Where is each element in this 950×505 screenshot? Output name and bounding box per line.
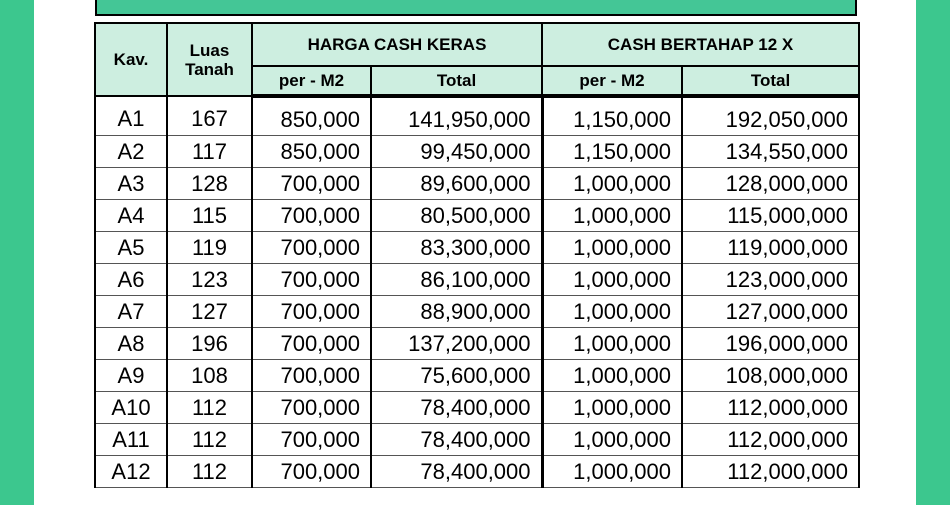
header-luas-tanah: Luas Tanah: [167, 23, 252, 96]
cell-bertahap-per-m2: 1,000,000: [542, 424, 682, 456]
cell-keras-per-m2: 700,000: [252, 424, 371, 456]
cell-keras-per-m2: 700,000: [252, 232, 371, 264]
cell-bertahap-per-m2: 1,000,000: [542, 456, 682, 488]
cell-keras-total: 78,400,000: [371, 392, 542, 424]
cell-luas-tanah: 127: [167, 296, 252, 328]
cell-keras-total: 83,300,000: [371, 232, 542, 264]
cell-keras-total: 80,500,000: [371, 200, 542, 232]
price-table-body: [95, 96, 859, 488]
cell-keras-per-m2: 700,000: [252, 168, 371, 200]
cell-keras-total: 137,200,000: [371, 328, 542, 360]
header-kav: Kav.: [95, 23, 167, 96]
table-row: [95, 200, 859, 232]
cell-keras-total: 99,450,000: [371, 136, 542, 168]
cell-bertahap-total: 108,000,000: [682, 360, 859, 392]
header-cash-bertahap: CASH BERTAHAP 12 X: [542, 23, 859, 66]
table-row: [95, 424, 859, 456]
cell-bertahap-total: 123,000,000: [682, 264, 859, 296]
cell-luas-tanah: 128: [167, 168, 252, 200]
table-row: [95, 96, 859, 136]
cell-bertahap-per-m2: 1,150,000: [542, 96, 682, 136]
cell-bertahap-per-m2: 1,000,000: [542, 232, 682, 264]
table-row: [95, 456, 859, 488]
cell-keras-total: 141,950,000: [371, 96, 542, 136]
cell-bertahap-total: 196,000,000: [682, 328, 859, 360]
cell-keras-per-m2: 700,000: [252, 360, 371, 392]
table-row: [95, 232, 859, 264]
header-bertahap-total: Total: [682, 66, 859, 96]
cell-kav: A8: [95, 328, 167, 360]
cell-bertahap-per-m2: 1,000,000: [542, 328, 682, 360]
cell-bertahap-per-m2: 1,000,000: [542, 168, 682, 200]
cell-keras-per-m2: 850,000: [252, 136, 371, 168]
cell-luas-tanah: 112: [167, 392, 252, 424]
cell-keras-per-m2: 850,000: [252, 96, 371, 136]
cell-bertahap-total: 115,000,000: [682, 200, 859, 232]
cell-luas-tanah: 112: [167, 424, 252, 456]
table-row: [95, 392, 859, 424]
cell-luas-tanah: 119: [167, 232, 252, 264]
cell-luas-tanah: 112: [167, 456, 252, 488]
cell-keras-per-m2: 700,000: [252, 328, 371, 360]
header-bertahap-per-m2: per - M2: [542, 66, 682, 96]
cell-bertahap-total: 192,050,000: [682, 96, 859, 136]
cell-kav: A7: [95, 296, 167, 328]
cell-bertahap-total: 128,000,000: [682, 168, 859, 200]
cell-keras-per-m2: 700,000: [252, 200, 371, 232]
cell-keras-per-m2: 700,000: [252, 264, 371, 296]
cell-bertahap-per-m2: 1,000,000: [542, 296, 682, 328]
cell-keras-total: 78,400,000: [371, 456, 542, 488]
cell-keras-per-m2: 700,000: [252, 296, 371, 328]
header-keras-per-m2: per - M2: [252, 66, 371, 96]
cell-bertahap-total: 112,000,000: [682, 392, 859, 424]
cell-keras-total: 78,400,000: [371, 424, 542, 456]
cell-kav: A10: [95, 392, 167, 424]
price-table: [94, 22, 860, 488]
header-cash-keras: HARGA CASH KERAS: [252, 23, 542, 66]
cell-bertahap-total: 134,550,000: [682, 136, 859, 168]
cell-luas-tanah: 117: [167, 136, 252, 168]
cell-bertahap-total: 112,000,000: [682, 456, 859, 488]
cell-bertahap-total: 112,000,000: [682, 424, 859, 456]
cell-bertahap-total: 127,000,000: [682, 296, 859, 328]
cell-bertahap-per-m2: 1,000,000: [542, 392, 682, 424]
cell-keras-per-m2: 700,000: [252, 392, 371, 424]
cell-bertahap-per-m2: 1,000,000: [542, 264, 682, 296]
cell-keras-total: 88,900,000: [371, 296, 542, 328]
table-row: [95, 360, 859, 392]
cell-kav: A11: [95, 424, 167, 456]
cell-bertahap-per-m2: 1,000,000: [542, 200, 682, 232]
table-row: [95, 136, 859, 168]
cell-keras-total: 75,600,000: [371, 360, 542, 392]
cell-bertahap-per-m2: 1,150,000: [542, 136, 682, 168]
cell-kav: A2: [95, 136, 167, 168]
cell-kav: A6: [95, 264, 167, 296]
left-border-stripe: [34, 0, 46, 505]
table-row: [95, 328, 859, 360]
cell-kav: A3: [95, 168, 167, 200]
cell-kav: A1: [95, 96, 167, 136]
table-row: [95, 168, 859, 200]
header-keras-total: Total: [371, 66, 542, 96]
cell-bertahap-per-m2: 1,000,000: [542, 360, 682, 392]
cell-kav: A5: [95, 232, 167, 264]
right-border-stripe: [904, 0, 916, 505]
title-band: [95, 0, 857, 16]
cell-luas-tanah: 196: [167, 328, 252, 360]
cell-kav: A12: [95, 456, 167, 488]
cell-luas-tanah: 115: [167, 200, 252, 232]
cell-keras-total: 86,100,000: [371, 264, 542, 296]
cell-luas-tanah: 167: [167, 96, 252, 136]
cell-keras-total: 89,600,000: [371, 168, 542, 200]
cell-luas-tanah: 123: [167, 264, 252, 296]
cell-bertahap-total: 119,000,000: [682, 232, 859, 264]
table-row: [95, 264, 859, 296]
cell-luas-tanah: 108: [167, 360, 252, 392]
cell-kav: A4: [95, 200, 167, 232]
table-row: [95, 296, 859, 328]
cell-kav: A9: [95, 360, 167, 392]
cell-keras-per-m2: 700,000: [252, 456, 371, 488]
